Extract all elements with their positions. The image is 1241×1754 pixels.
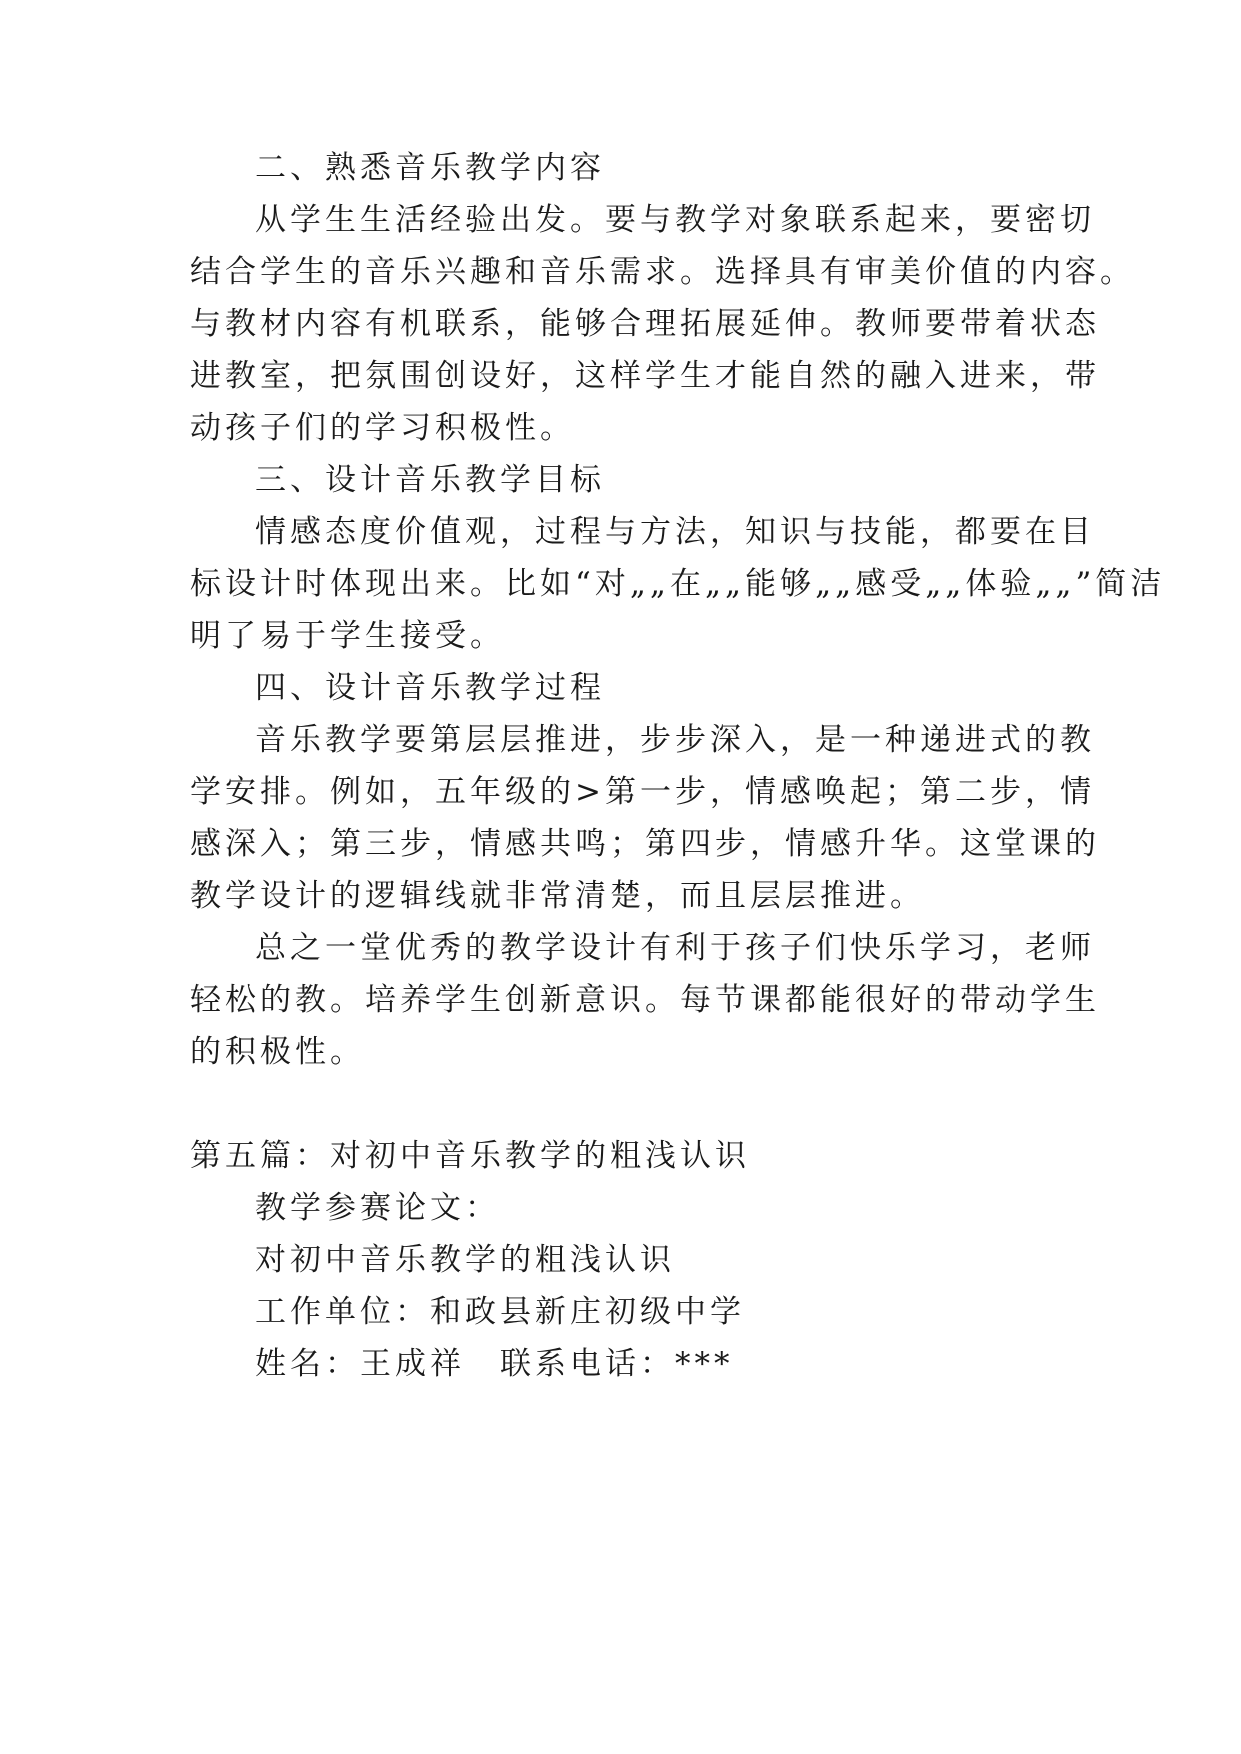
paragraph-line: 明了易于学生接受。 [190,618,505,654]
paper-label: 教学参赛论文： [255,1190,500,1226]
chapter-title: 第五篇：对初中音乐教学的粗浅认识 [190,1138,750,1174]
paragraph-line: 音乐教学要第层层推进，步步深入，是一种递进式的教 [255,722,1095,758]
paragraph-line: 标设计时体现出来。比如“对„„在„„能够„„感受„„体验„„”简洁 [190,566,1166,602]
paragraph-line: 感深入；第三步，情感共鸣；第四步，情感升华。这堂课的 [190,826,1100,862]
paragraph-line: 动孩子们的学习积极性。 [190,410,575,446]
paragraph-line: 总之一堂优秀的教学设计有利于孩子们快乐学习，老师 [255,930,1095,966]
author-contact: 姓名：王成祥 联系电话：*** [255,1346,734,1382]
paragraph-line: 从学生生活经验出发。要与教学对象联系起来，要密切 [255,202,1095,238]
section-heading-3: 三、设计音乐教学目标 [255,462,605,498]
paragraph-line: 的积极性。 [190,1034,365,1070]
section-heading-4: 四、设计音乐教学过程 [255,670,605,706]
paragraph-line: 教学设计的逻辑线就非常清楚，而且层层推进。 [190,878,925,914]
paragraph-line: 轻松的教。培养学生创新意识。每节课都能很好的带动学生 [190,982,1100,1018]
paper-title: 对初中音乐教学的粗浅认识 [255,1242,675,1278]
paragraph-line: 学安排。例如，五年级的>第一步，情感唤起；第二步，情 [190,774,1095,810]
paragraph-line: 进教室，把氛围创设好，这样学生才能自然的融入进来，带 [190,358,1100,394]
paragraph-line: 与教材内容有机联系，能够合理拓展延伸。教师要带着状态 [190,306,1100,342]
paragraph-line: 情感态度价值观，过程与方法，知识与技能，都要在目 [255,514,1095,550]
work-unit: 工作单位：和政县新庄初级中学 [255,1294,745,1330]
paragraph-line: 结合学生的音乐兴趣和音乐需求。选择具有审美价值的内容。 [190,254,1135,290]
section-heading-2: 二、熟悉音乐教学内容 [255,150,605,186]
